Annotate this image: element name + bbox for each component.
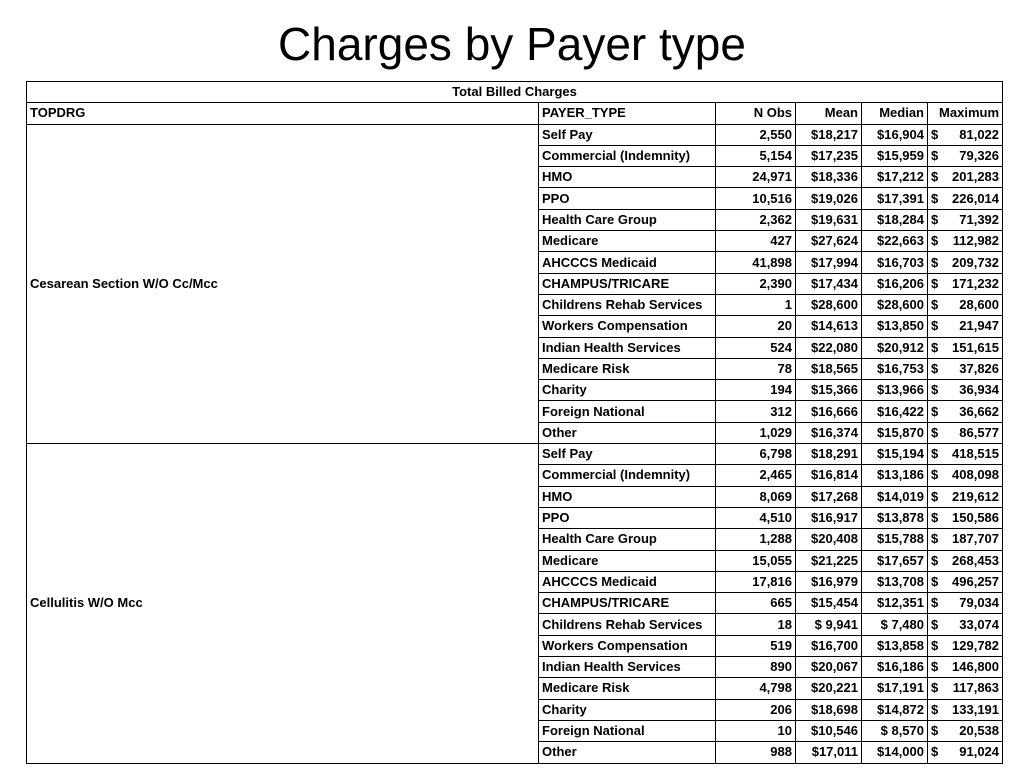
mean-cell: $16,979 bbox=[796, 571, 862, 592]
mean-cell: $17,011 bbox=[796, 742, 862, 763]
maximum-value: 21,947 bbox=[959, 318, 1000, 334]
payer-type-cell: Foreign National bbox=[539, 720, 716, 741]
maximum-cell bbox=[928, 550, 1003, 571]
median-cell: $13,858 bbox=[862, 635, 928, 656]
median-cell: $16,904 bbox=[862, 124, 928, 145]
n-obs-cell: 2,390 bbox=[716, 273, 796, 294]
n-obs-cell: 524 bbox=[716, 337, 796, 358]
maximum-value: 146,800 bbox=[952, 659, 1000, 675]
mean-cell: $19,631 bbox=[796, 209, 862, 230]
n-obs-cell: 206 bbox=[716, 699, 796, 720]
maximum-cell bbox=[928, 699, 1003, 720]
maximum-value: 91,024 bbox=[959, 744, 1000, 760]
mean-cell: $22,080 bbox=[796, 337, 862, 358]
topdrg-cell: Cesarean Section W/O Cc/Mcc bbox=[27, 124, 539, 443]
median-cell: $15,959 bbox=[862, 145, 928, 166]
maximum-cell bbox=[928, 252, 1003, 273]
median-cell: $16,206 bbox=[862, 273, 928, 294]
mean-cell: $16,917 bbox=[796, 507, 862, 528]
maximum-cell bbox=[928, 635, 1003, 656]
payer-type-cell: Commercial (Indemnity) bbox=[539, 465, 716, 486]
maximum-value: 28,600 bbox=[959, 297, 1000, 313]
currency-symbol: $ bbox=[931, 318, 939, 334]
maximum-cell bbox=[928, 444, 1003, 465]
n-obs-cell: 41,898 bbox=[716, 252, 796, 273]
n-obs-cell: 1,288 bbox=[716, 529, 796, 550]
n-obs-cell: 427 bbox=[716, 231, 796, 252]
maximum-cell bbox=[928, 209, 1003, 230]
topdrg-cell: Cellulitis W/O Mcc bbox=[27, 444, 539, 763]
currency-symbol: $ bbox=[931, 595, 939, 611]
charges-table-container bbox=[26, 81, 1002, 764]
payer-type-cell: Workers Compensation bbox=[539, 316, 716, 337]
payer-type-cell: Commercial (Indemnity) bbox=[539, 145, 716, 166]
payer-type-cell: Health Care Group bbox=[539, 529, 716, 550]
column-header-n-obs: N Obs bbox=[716, 103, 796, 124]
currency-symbol: $ bbox=[931, 637, 939, 653]
mean-cell: $18,291 bbox=[796, 444, 862, 465]
median-cell: $17,657 bbox=[862, 550, 928, 571]
median-cell: $16,753 bbox=[862, 358, 928, 379]
currency-symbol: $ bbox=[931, 424, 939, 440]
maximum-value: 37,826 bbox=[959, 361, 1000, 376]
payer-type-cell: PPO bbox=[539, 507, 716, 528]
median-cell: $13,850 bbox=[862, 316, 928, 337]
payer-type-cell: Charity bbox=[539, 699, 716, 720]
maximum-cell bbox=[928, 380, 1003, 401]
currency-symbol: $ bbox=[931, 190, 939, 206]
column-header-row bbox=[27, 103, 1003, 124]
mean-cell: $17,268 bbox=[796, 486, 862, 507]
maximum-cell bbox=[928, 294, 1003, 315]
n-obs-cell: 5,154 bbox=[716, 145, 796, 166]
currency-symbol: $ bbox=[931, 488, 939, 504]
payer-type-cell: Medicare bbox=[539, 550, 716, 571]
median-cell: $ 8,570 bbox=[862, 720, 928, 741]
median-cell: $13,966 bbox=[862, 380, 928, 401]
maximum-cell bbox=[928, 507, 1003, 528]
mean-cell: $16,374 bbox=[796, 422, 862, 443]
maximum-cell bbox=[928, 593, 1003, 614]
maximum-value: 187,707 bbox=[952, 531, 1000, 547]
n-obs-cell: 312 bbox=[716, 401, 796, 422]
n-obs-cell: 17,816 bbox=[716, 571, 796, 592]
mean-cell: $21,225 bbox=[796, 550, 862, 571]
payer-type-cell: HMO bbox=[539, 486, 716, 507]
median-cell: $17,212 bbox=[862, 167, 928, 188]
mean-cell: $10,546 bbox=[796, 720, 862, 741]
maximum-value: 268,453 bbox=[952, 552, 1000, 568]
maximum-cell bbox=[928, 465, 1003, 486]
maximum-value: 171,232 bbox=[952, 275, 1000, 291]
maximum-value: 20,538 bbox=[959, 723, 1000, 739]
maximum-cell bbox=[928, 422, 1003, 443]
table-row bbox=[27, 444, 1003, 465]
mean-cell: $19,026 bbox=[796, 188, 862, 209]
mean-cell: $15,366 bbox=[796, 380, 862, 401]
mean-cell: $18,217 bbox=[796, 124, 862, 145]
column-header-topdrg: TOPDRG bbox=[27, 103, 539, 124]
n-obs-cell: 665 bbox=[716, 593, 796, 614]
median-cell: $16,422 bbox=[862, 401, 928, 422]
median-cell: $16,703 bbox=[862, 252, 928, 273]
maximum-cell bbox=[928, 273, 1003, 294]
payer-type-cell: Childrens Rehab Services bbox=[539, 614, 716, 635]
payer-type-cell: Indian Health Services bbox=[539, 337, 716, 358]
payer-type-cell: Self Pay bbox=[539, 124, 716, 145]
currency-symbol: $ bbox=[931, 254, 939, 270]
maximum-value: 408,098 bbox=[952, 467, 1000, 483]
mean-cell: $20,408 bbox=[796, 529, 862, 550]
currency-symbol: $ bbox=[931, 275, 939, 291]
currency-symbol: $ bbox=[931, 510, 939, 526]
mean-cell: $16,700 bbox=[796, 635, 862, 656]
table-row bbox=[27, 124, 1003, 145]
n-obs-cell: 988 bbox=[716, 742, 796, 763]
payer-type-cell: Childrens Rehab Services bbox=[539, 294, 716, 315]
maximum-cell bbox=[928, 571, 1003, 592]
payer-type-cell: Medicare Risk bbox=[539, 358, 716, 379]
currency-symbol: $ bbox=[931, 659, 939, 675]
payer-type-cell: Other bbox=[539, 422, 716, 443]
maximum-cell bbox=[928, 678, 1003, 699]
payer-type-cell: HMO bbox=[539, 167, 716, 188]
mean-cell: $ 9,941 bbox=[796, 614, 862, 635]
median-cell: $13,878 bbox=[862, 507, 928, 528]
total-billed-charges-header: Total Billed Charges bbox=[27, 82, 1003, 103]
median-cell: $28,600 bbox=[862, 294, 928, 315]
median-cell: $12,351 bbox=[862, 593, 928, 614]
n-obs-cell: 890 bbox=[716, 657, 796, 678]
mean-cell: $18,698 bbox=[796, 699, 862, 720]
payer-type-cell: CHAMPUS/TRICARE bbox=[539, 273, 716, 294]
mean-cell: $17,994 bbox=[796, 252, 862, 273]
currency-symbol: $ bbox=[931, 403, 939, 419]
maximum-value: 209,732 bbox=[952, 254, 1000, 270]
maximum-cell bbox=[928, 124, 1003, 145]
n-obs-cell: 8,069 bbox=[716, 486, 796, 507]
n-obs-cell: 2,465 bbox=[716, 465, 796, 486]
median-cell: $22,663 bbox=[862, 231, 928, 252]
maximum-value: 81,022 bbox=[959, 126, 1000, 142]
n-obs-cell: 1,029 bbox=[716, 422, 796, 443]
n-obs-cell: 1 bbox=[716, 294, 796, 315]
payer-type-cell: Medicare Risk bbox=[539, 678, 716, 699]
mean-cell: $16,814 bbox=[796, 465, 862, 486]
currency-symbol: $ bbox=[931, 680, 939, 696]
payer-type-cell: Charity bbox=[539, 380, 716, 401]
column-header-maximum: Maximum bbox=[928, 103, 1003, 124]
payer-type-cell: Foreign National bbox=[539, 401, 716, 422]
currency-symbol: $ bbox=[931, 531, 939, 547]
mean-cell: $18,336 bbox=[796, 167, 862, 188]
mean-cell: $14,613 bbox=[796, 316, 862, 337]
payer-type-cell: Other bbox=[539, 742, 716, 763]
n-obs-cell: 78 bbox=[716, 358, 796, 379]
column-header-payer-type: PAYER_TYPE bbox=[539, 103, 716, 124]
n-obs-cell: 519 bbox=[716, 635, 796, 656]
currency-symbol: $ bbox=[931, 339, 939, 355]
n-obs-cell: 4,510 bbox=[716, 507, 796, 528]
n-obs-cell: 194 bbox=[716, 380, 796, 401]
median-cell: $20,912 bbox=[862, 337, 928, 358]
currency-symbol: $ bbox=[931, 169, 939, 185]
maximum-value: 33,074 bbox=[959, 616, 1000, 632]
payer-type-cell: Self Pay bbox=[539, 444, 716, 465]
maximum-cell bbox=[928, 316, 1003, 337]
mean-cell: $28,600 bbox=[796, 294, 862, 315]
maximum-cell bbox=[928, 529, 1003, 550]
mean-cell: $17,235 bbox=[796, 145, 862, 166]
mean-cell: $17,434 bbox=[796, 273, 862, 294]
currency-symbol: $ bbox=[931, 744, 939, 760]
currency-symbol: $ bbox=[931, 552, 939, 568]
maximum-value: 226,014 bbox=[952, 190, 1000, 206]
payer-type-cell: Workers Compensation bbox=[539, 635, 716, 656]
payer-type-cell: CHAMPUS/TRICARE bbox=[539, 593, 716, 614]
maximum-cell bbox=[928, 231, 1003, 252]
maximum-value: 71,392 bbox=[959, 211, 1000, 227]
median-cell: $14,872 bbox=[862, 699, 928, 720]
median-cell: $16,186 bbox=[862, 657, 928, 678]
n-obs-cell: 4,798 bbox=[716, 678, 796, 699]
currency-symbol: $ bbox=[931, 723, 939, 739]
currency-symbol: $ bbox=[931, 616, 939, 632]
maximum-cell bbox=[928, 657, 1003, 678]
median-cell: $18,284 bbox=[862, 209, 928, 230]
column-header-median: Median bbox=[862, 103, 928, 124]
maximum-value: 79,326 bbox=[959, 148, 1000, 164]
n-obs-cell: 18 bbox=[716, 614, 796, 635]
maximum-cell bbox=[928, 614, 1003, 635]
maximum-cell bbox=[928, 486, 1003, 507]
median-cell: $15,194 bbox=[862, 444, 928, 465]
maximum-cell bbox=[928, 401, 1003, 422]
currency-symbol: $ bbox=[931, 233, 939, 249]
charges-table bbox=[26, 81, 1003, 764]
maximum-value: 201,283 bbox=[952, 169, 1000, 185]
n-obs-cell: 6,798 bbox=[716, 444, 796, 465]
maximum-cell bbox=[928, 720, 1003, 741]
table-body bbox=[27, 124, 1003, 763]
currency-symbol: $ bbox=[931, 573, 939, 589]
currency-symbol: $ bbox=[931, 446, 939, 462]
maximum-value: 36,662 bbox=[959, 403, 1000, 419]
n-obs-cell: 10 bbox=[716, 720, 796, 741]
n-obs-cell: 10,516 bbox=[716, 188, 796, 209]
mean-cell: $20,067 bbox=[796, 657, 862, 678]
currency-symbol: $ bbox=[931, 297, 939, 313]
maximum-cell bbox=[928, 358, 1003, 379]
maximum-cell bbox=[928, 188, 1003, 209]
maximum-value: 112,982 bbox=[952, 233, 1000, 249]
currency-symbol: $ bbox=[931, 126, 939, 142]
maximum-value: 219,612 bbox=[952, 488, 1000, 504]
median-cell: $15,788 bbox=[862, 529, 928, 550]
maximum-value: 150,586 bbox=[952, 510, 1000, 526]
median-cell: $13,708 bbox=[862, 571, 928, 592]
maximum-value: 36,934 bbox=[959, 382, 1000, 398]
currency-symbol: $ bbox=[931, 211, 939, 227]
maximum-cell bbox=[928, 742, 1003, 763]
maximum-value: 133,191 bbox=[952, 701, 1000, 717]
payer-type-cell: PPO bbox=[539, 188, 716, 209]
payer-type-cell: AHCCCS Medicaid bbox=[539, 571, 716, 592]
maximum-cell bbox=[928, 337, 1003, 358]
median-cell: $15,870 bbox=[862, 422, 928, 443]
currency-symbol: $ bbox=[931, 701, 939, 717]
currency-symbol: $ bbox=[931, 361, 939, 376]
maximum-value: 79,034 bbox=[959, 595, 1000, 611]
group-header-row bbox=[27, 82, 1003, 103]
maximum-value: 129,782 bbox=[952, 637, 1000, 653]
median-cell: $13,186 bbox=[862, 465, 928, 486]
median-cell: $14,000 bbox=[862, 742, 928, 763]
currency-symbol: $ bbox=[931, 382, 939, 398]
mean-cell: $16,666 bbox=[796, 401, 862, 422]
mean-cell: $27,624 bbox=[796, 231, 862, 252]
currency-symbol: $ bbox=[931, 467, 939, 483]
n-obs-cell: 2,550 bbox=[716, 124, 796, 145]
currency-symbol: $ bbox=[931, 148, 939, 164]
maximum-value: 151,615 bbox=[952, 339, 1000, 355]
maximum-value: 86,577 bbox=[959, 424, 1000, 440]
n-obs-cell: 20 bbox=[716, 316, 796, 337]
mean-cell: $20,221 bbox=[796, 678, 862, 699]
mean-cell: $18,565 bbox=[796, 358, 862, 379]
payer-type-cell: Indian Health Services bbox=[539, 657, 716, 678]
maximum-cell bbox=[928, 167, 1003, 188]
median-cell: $ 7,480 bbox=[862, 614, 928, 635]
maximum-cell bbox=[928, 145, 1003, 166]
mean-cell: $15,454 bbox=[796, 593, 862, 614]
maximum-value: 496,257 bbox=[952, 573, 1000, 589]
payer-type-cell: Medicare bbox=[539, 231, 716, 252]
n-obs-cell: 15,055 bbox=[716, 550, 796, 571]
payer-type-cell: AHCCCS Medicaid bbox=[539, 252, 716, 273]
maximum-value: 117,863 bbox=[952, 680, 1000, 696]
median-cell: $14,019 bbox=[862, 486, 928, 507]
slide-title: Charges by Payer type bbox=[278, 18, 746, 70]
maximum-value: 418,515 bbox=[952, 446, 1000, 462]
column-header-mean: Mean bbox=[796, 103, 862, 124]
n-obs-cell: 24,971 bbox=[716, 167, 796, 188]
payer-type-cell: Health Care Group bbox=[539, 209, 716, 230]
median-cell: $17,391 bbox=[862, 188, 928, 209]
median-cell: $17,191 bbox=[862, 678, 928, 699]
n-obs-cell: 2,362 bbox=[716, 209, 796, 230]
